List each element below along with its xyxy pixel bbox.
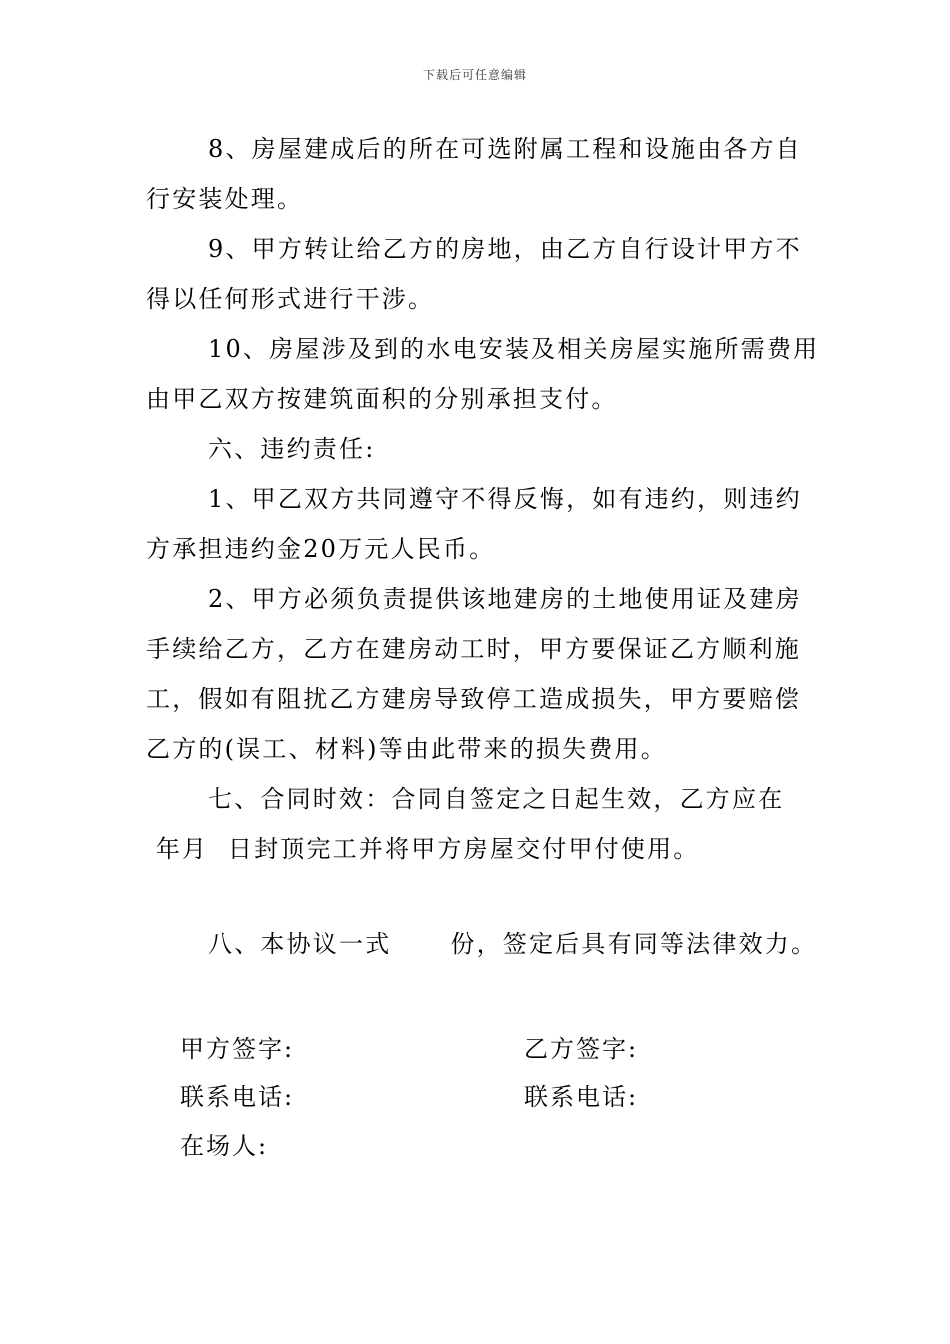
clause-8-line-1: 8、房屋建成后的所在可选附属工程和设施由各方自	[208, 135, 802, 163]
clause-9-line-1: 9、甲方转让给乙方的房地，由乙方自行设计甲方不	[208, 235, 802, 263]
breach-1-line-2: 方承担违约金20万元人民币。	[146, 535, 496, 563]
page-header: 下载后可任意编辑	[422, 68, 527, 82]
section-8-line: 八、本协议一式 份，签定后具有同等法律效力。	[208, 930, 818, 958]
breach-1-line-1: 1、甲乙双方共同遵守不得反悔，如有违约，则违约	[208, 485, 802, 513]
clause-10-line-2: 由甲乙双方按建筑面积的分别承担支付。	[146, 385, 618, 413]
breach-2-line-3: 工，假如有阻扰乙方建房导致停工造成损失，甲方要赔偿	[146, 685, 801, 713]
breach-2-line-4: 乙方的(误工、材料)等由此带来的损失费用。	[146, 735, 667, 763]
party-a-phone-label: 联系电话:	[180, 1083, 295, 1111]
section-7-line-1: 七、合同时效：合同自签定之日起生效，乙方应在	[208, 785, 785, 813]
witness-label: 在场人:	[180, 1132, 269, 1160]
clause-8-line-2: 行安装处理。	[146, 185, 304, 213]
section-6-heading: 六、违约责任:	[208, 435, 376, 463]
party-a-signature-label: 甲方签字:	[180, 1035, 295, 1063]
party-b-phone-label: 联系电话:	[524, 1083, 639, 1111]
clause-10-line-1: 10、房屋涉及到的水电安装及相关房屋实施所需费用	[208, 335, 820, 363]
breach-2-line-1: 2、甲方必须负责提供该地建房的土地使用证及建房	[208, 585, 802, 613]
section-7-line-2: 年月 日封顶完工并将甲方房屋交付甲付使用。	[146, 835, 700, 863]
party-b-signature-label: 乙方签字:	[524, 1035, 639, 1063]
clause-9-line-2: 得以任何形式进行干涉。	[146, 285, 435, 313]
breach-2-line-2: 手续给乙方，乙方在建房动工时，甲方要保证乙方顺利施	[146, 635, 801, 663]
